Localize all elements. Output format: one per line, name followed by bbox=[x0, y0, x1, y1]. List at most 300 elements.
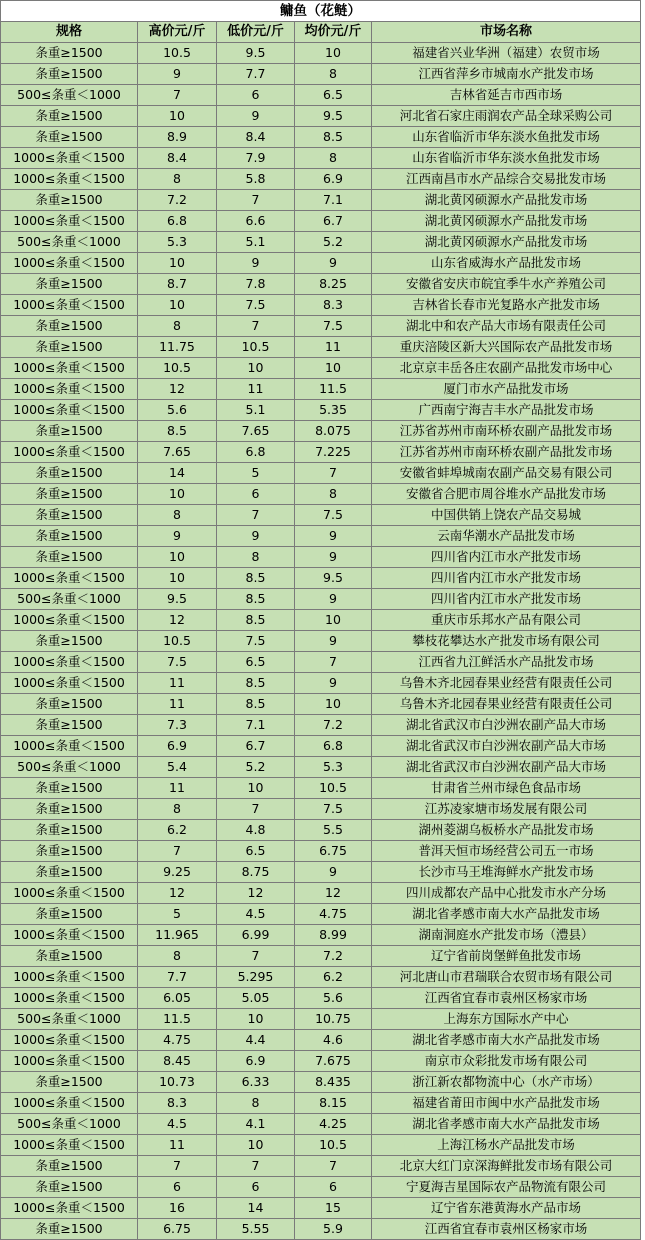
cell-low-price: 7 bbox=[217, 946, 295, 967]
cell-spec: 1000≤条重＜1500 bbox=[1, 358, 138, 379]
cell-low-price: 9 bbox=[217, 253, 295, 274]
cell-spec: 条重≥1500 bbox=[1, 1219, 138, 1240]
table-row bbox=[1, 337, 641, 358]
cell-low-price: 8.75 bbox=[217, 862, 295, 883]
cell-low-price: 9 bbox=[217, 106, 295, 127]
cell-spec: 条重≥1500 bbox=[1, 526, 138, 547]
table-row bbox=[1, 43, 641, 64]
cell-spec: 条重≥1500 bbox=[1, 715, 138, 736]
cell-spec: 条重≥1500 bbox=[1, 316, 138, 337]
table-row bbox=[1, 1177, 641, 1198]
cell-market: 重庆市乐邦水产品有限公司 bbox=[372, 610, 641, 631]
table-row bbox=[1, 232, 641, 253]
cell-high-price: 8 bbox=[138, 169, 217, 190]
cell-market: 江苏省苏州市南环桥农副产品批发市场 bbox=[372, 421, 641, 442]
cell-spec: 1000≤条重＜1500 bbox=[1, 379, 138, 400]
cell-low-price: 7.8 bbox=[217, 274, 295, 295]
cell-spec: 1000≤条重＜1500 bbox=[1, 967, 138, 988]
cell-market: 乌鲁木齐北园春果业经营有限责任公司 bbox=[372, 694, 641, 715]
cell-high-price: 11 bbox=[138, 778, 217, 799]
cell-market: 云南华潮水产品批发市场 bbox=[372, 526, 641, 547]
cell-market: 四川省内江市水产批发市场 bbox=[372, 568, 641, 589]
cell-market: 湖北省武汉市白沙洲农副产品大市场 bbox=[372, 757, 641, 778]
cell-high-price: 4.75 bbox=[138, 1030, 217, 1051]
cell-high-price: 12 bbox=[138, 883, 217, 904]
table-row bbox=[1, 862, 641, 883]
cell-low-price: 7 bbox=[217, 799, 295, 820]
cell-avg-price: 6.5 bbox=[295, 85, 372, 106]
cell-low-price: 4.5 bbox=[217, 904, 295, 925]
cell-high-price: 7.7 bbox=[138, 967, 217, 988]
cell-low-price: 6 bbox=[217, 484, 295, 505]
table-row bbox=[1, 463, 641, 484]
cell-avg-price: 10 bbox=[295, 610, 372, 631]
cell-high-price: 14 bbox=[138, 463, 217, 484]
cell-high-price: 16 bbox=[138, 1198, 217, 1219]
cell-low-price: 8 bbox=[217, 1093, 295, 1114]
cell-market: 辽宁省东港黄海水产品市场 bbox=[372, 1198, 641, 1219]
cell-high-price: 7 bbox=[138, 1156, 217, 1177]
cell-spec: 条重≥1500 bbox=[1, 631, 138, 652]
cell-high-price: 7.2 bbox=[138, 190, 217, 211]
cell-market: 浙江新农都物流中心（水产市场） bbox=[372, 1072, 641, 1093]
cell-spec: 1000≤条重＜1500 bbox=[1, 442, 138, 463]
cell-low-price: 7 bbox=[217, 190, 295, 211]
cell-spec: 1000≤条重＜1500 bbox=[1, 1030, 138, 1051]
table-row bbox=[1, 757, 641, 778]
table-row bbox=[1, 1135, 641, 1156]
cell-low-price: 6.5 bbox=[217, 652, 295, 673]
cell-low-price: 6 bbox=[217, 85, 295, 106]
table-row bbox=[1, 274, 641, 295]
cell-avg-price: 10.75 bbox=[295, 1009, 372, 1030]
table-row bbox=[1, 946, 641, 967]
header-low-price: 低价元/斤 bbox=[217, 22, 295, 43]
cell-spec: 条重≥1500 bbox=[1, 1156, 138, 1177]
header-market: 市场名称 bbox=[372, 22, 641, 43]
cell-low-price: 6.7 bbox=[217, 736, 295, 757]
cell-spec: 条重≥1500 bbox=[1, 190, 138, 211]
table-row bbox=[1, 253, 641, 274]
table-row bbox=[1, 1114, 641, 1135]
cell-high-price: 6.9 bbox=[138, 736, 217, 757]
table-row bbox=[1, 1072, 641, 1093]
cell-market: 普洱天恒市场经营公司五一市场 bbox=[372, 841, 641, 862]
table-row bbox=[1, 988, 641, 1009]
table-row bbox=[1, 610, 641, 631]
cell-spec: 1000≤条重＜1500 bbox=[1, 568, 138, 589]
cell-low-price: 9.5 bbox=[217, 43, 295, 64]
cell-low-price: 7.1 bbox=[217, 715, 295, 736]
cell-low-price: 11 bbox=[217, 379, 295, 400]
cell-low-price: 6.8 bbox=[217, 442, 295, 463]
cell-low-price: 8.5 bbox=[217, 610, 295, 631]
table-row bbox=[1, 1219, 641, 1240]
cell-spec: 条重≥1500 bbox=[1, 484, 138, 505]
cell-low-price: 12 bbox=[217, 883, 295, 904]
cell-low-price: 14 bbox=[217, 1198, 295, 1219]
cell-high-price: 10 bbox=[138, 295, 217, 316]
cell-avg-price: 5.3 bbox=[295, 757, 372, 778]
cell-spec: 1000≤条重＜1500 bbox=[1, 169, 138, 190]
cell-spec: 条重≥1500 bbox=[1, 64, 138, 85]
cell-market: 甘肃省兰州市绿色食品市场 bbox=[372, 778, 641, 799]
header-row bbox=[1, 22, 641, 43]
cell-avg-price: 9 bbox=[295, 526, 372, 547]
cell-avg-price: 8.075 bbox=[295, 421, 372, 442]
table-body bbox=[1, 43, 641, 1240]
cell-spec: 500≤条重＜1000 bbox=[1, 1009, 138, 1030]
cell-market: 福建省兴业华洲（福建）农贸市场 bbox=[372, 43, 641, 64]
cell-avg-price: 7.5 bbox=[295, 316, 372, 337]
cell-market: 四川成都农产品中心批发市水产分场 bbox=[372, 883, 641, 904]
cell-high-price: 10.5 bbox=[138, 358, 217, 379]
cell-high-price: 8 bbox=[138, 316, 217, 337]
cell-low-price: 8 bbox=[217, 547, 295, 568]
cell-high-price: 6.75 bbox=[138, 1219, 217, 1240]
cell-spec: 1000≤条重＜1500 bbox=[1, 253, 138, 274]
cell-market: 湖北黄冈硕源水产品批发市场 bbox=[372, 232, 641, 253]
cell-avg-price: 5.35 bbox=[295, 400, 372, 421]
cell-market: 山东省临沂市华东淡水鱼批发市场 bbox=[372, 148, 641, 169]
cell-avg-price: 8.5 bbox=[295, 127, 372, 148]
cell-avg-price: 8.25 bbox=[295, 274, 372, 295]
table-row bbox=[1, 883, 641, 904]
cell-low-price: 9 bbox=[217, 526, 295, 547]
cell-low-price: 5.2 bbox=[217, 757, 295, 778]
cell-market: 吉林省长春市光复路水产批发市场 bbox=[372, 295, 641, 316]
cell-avg-price: 4.6 bbox=[295, 1030, 372, 1051]
cell-low-price: 8.5 bbox=[217, 673, 295, 694]
cell-market: 宁夏海吉星国际农产品物流有限公司 bbox=[372, 1177, 641, 1198]
cell-market: 上海江杨水产品批发市场 bbox=[372, 1135, 641, 1156]
cell-high-price: 8.45 bbox=[138, 1051, 217, 1072]
cell-avg-price: 10 bbox=[295, 694, 372, 715]
cell-low-price: 4.1 bbox=[217, 1114, 295, 1135]
cell-spec: 1000≤条重＜1500 bbox=[1, 673, 138, 694]
cell-avg-price: 9 bbox=[295, 589, 372, 610]
table-row bbox=[1, 358, 641, 379]
cell-avg-price: 6.75 bbox=[295, 841, 372, 862]
cell-avg-price: 9.5 bbox=[295, 568, 372, 589]
cell-low-price: 4.4 bbox=[217, 1030, 295, 1051]
cell-spec: 条重≥1500 bbox=[1, 799, 138, 820]
table-row bbox=[1, 484, 641, 505]
cell-high-price: 10.5 bbox=[138, 43, 217, 64]
cell-low-price: 7 bbox=[217, 1156, 295, 1177]
cell-low-price: 4.8 bbox=[217, 820, 295, 841]
cell-spec: 条重≥1500 bbox=[1, 862, 138, 883]
cell-high-price: 12 bbox=[138, 610, 217, 631]
cell-market: 江苏凌家塘市场发展有限公司 bbox=[372, 799, 641, 820]
table-row bbox=[1, 148, 641, 169]
cell-market: 北京京丰岳各庄农副产品批发市场中心 bbox=[372, 358, 641, 379]
cell-low-price: 7 bbox=[217, 505, 295, 526]
cell-market: 江西省萍乡市城南水产批发市场 bbox=[372, 64, 641, 85]
cell-avg-price: 9 bbox=[295, 253, 372, 274]
cell-market: 攀枝花攀达水产批发市场有限公司 bbox=[372, 631, 641, 652]
cell-high-price: 9.25 bbox=[138, 862, 217, 883]
cell-high-price: 7.5 bbox=[138, 652, 217, 673]
cell-spec: 条重≥1500 bbox=[1, 694, 138, 715]
cell-avg-price: 6.9 bbox=[295, 169, 372, 190]
cell-market: 四川省内江市水产批发市场 bbox=[372, 547, 641, 568]
cell-avg-price: 6.2 bbox=[295, 967, 372, 988]
cell-market: 福建省莆田市闽中水产品批发市场 bbox=[372, 1093, 641, 1114]
cell-avg-price: 7.675 bbox=[295, 1051, 372, 1072]
cell-avg-price: 9 bbox=[295, 547, 372, 568]
cell-avg-price: 10 bbox=[295, 43, 372, 64]
cell-spec: 条重≥1500 bbox=[1, 841, 138, 862]
cell-avg-price: 8.435 bbox=[295, 1072, 372, 1093]
cell-low-price: 5.1 bbox=[217, 232, 295, 253]
cell-high-price: 7.65 bbox=[138, 442, 217, 463]
cell-spec: 1000≤条重＜1500 bbox=[1, 1051, 138, 1072]
cell-avg-price: 7.1 bbox=[295, 190, 372, 211]
cell-spec: 1000≤条重＜1500 bbox=[1, 1135, 138, 1156]
cell-avg-price: 8.15 bbox=[295, 1093, 372, 1114]
cell-spec: 500≤条重＜1000 bbox=[1, 757, 138, 778]
cell-market: 湖北省孝感市南大水产品批发市场 bbox=[372, 904, 641, 925]
table-title: 鳙鱼（花鲢） bbox=[1, 1, 641, 22]
cell-avg-price: 11.5 bbox=[295, 379, 372, 400]
cell-avg-price: 7 bbox=[295, 652, 372, 673]
cell-market: 中国供销上饶农产品交易城 bbox=[372, 505, 641, 526]
table-row bbox=[1, 652, 641, 673]
table-row bbox=[1, 694, 641, 715]
cell-market: 江西省九江鲜活水产品批发市场 bbox=[372, 652, 641, 673]
cell-high-price: 7 bbox=[138, 841, 217, 862]
cell-avg-price: 7 bbox=[295, 1156, 372, 1177]
cell-high-price: 10 bbox=[138, 568, 217, 589]
table-row bbox=[1, 211, 641, 232]
cell-avg-price: 9.5 bbox=[295, 106, 372, 127]
table-row bbox=[1, 190, 641, 211]
cell-avg-price: 8 bbox=[295, 484, 372, 505]
cell-low-price: 6.33 bbox=[217, 1072, 295, 1093]
cell-market: 上海东方国际水产中心 bbox=[372, 1009, 641, 1030]
table-row bbox=[1, 127, 641, 148]
table-row bbox=[1, 799, 641, 820]
cell-high-price: 11.5 bbox=[138, 1009, 217, 1030]
cell-low-price: 8.5 bbox=[217, 568, 295, 589]
cell-avg-price: 5.2 bbox=[295, 232, 372, 253]
cell-high-price: 10.73 bbox=[138, 1072, 217, 1093]
table-row bbox=[1, 295, 641, 316]
cell-high-price: 10 bbox=[138, 106, 217, 127]
table-row bbox=[1, 589, 641, 610]
cell-high-price: 7 bbox=[138, 85, 217, 106]
cell-avg-price: 8 bbox=[295, 64, 372, 85]
cell-market: 厦门市水产品批发市场 bbox=[372, 379, 641, 400]
table-row bbox=[1, 106, 641, 127]
table-row bbox=[1, 526, 641, 547]
cell-low-price: 6 bbox=[217, 1177, 295, 1198]
cell-avg-price: 6.7 bbox=[295, 211, 372, 232]
table-row bbox=[1, 85, 641, 106]
cell-low-price: 6.6 bbox=[217, 211, 295, 232]
cell-low-price: 10 bbox=[217, 1009, 295, 1030]
cell-market: 湖北省孝感市南大水产品批发市场 bbox=[372, 1114, 641, 1135]
cell-high-price: 6.8 bbox=[138, 211, 217, 232]
cell-low-price: 7.9 bbox=[217, 148, 295, 169]
header-avg-price: 均价元/斤 bbox=[295, 22, 372, 43]
cell-low-price: 10 bbox=[217, 1135, 295, 1156]
table-row bbox=[1, 967, 641, 988]
cell-avg-price: 8 bbox=[295, 148, 372, 169]
cell-avg-price: 7.225 bbox=[295, 442, 372, 463]
cell-high-price: 11 bbox=[138, 694, 217, 715]
cell-market: 河北唐山市君瑞联合农贸市场有限公司 bbox=[372, 967, 641, 988]
cell-market: 辽宁省前岗堡鲜鱼批发市场 bbox=[372, 946, 641, 967]
cell-spec: 条重≥1500 bbox=[1, 106, 138, 127]
table-row bbox=[1, 715, 641, 736]
cell-avg-price: 4.25 bbox=[295, 1114, 372, 1135]
cell-high-price: 12 bbox=[138, 379, 217, 400]
cell-spec: 条重≥1500 bbox=[1, 547, 138, 568]
cell-spec: 1000≤条重＜1500 bbox=[1, 295, 138, 316]
table-row bbox=[1, 547, 641, 568]
header-high-price: 高价元/斤 bbox=[138, 22, 217, 43]
table-row bbox=[1, 925, 641, 946]
cell-spec: 条重≥1500 bbox=[1, 274, 138, 295]
cell-high-price: 10 bbox=[138, 547, 217, 568]
cell-spec: 1000≤条重＜1500 bbox=[1, 925, 138, 946]
cell-avg-price: 12 bbox=[295, 883, 372, 904]
table-row bbox=[1, 568, 641, 589]
cell-market: 安徽省合肥市周谷堆水产品批发市场 bbox=[372, 484, 641, 505]
cell-market: 湖北省武汉市白沙洲农副产品大市场 bbox=[372, 736, 641, 757]
table-row bbox=[1, 841, 641, 862]
cell-market: 广西南宁海吉丰水产品批发市场 bbox=[372, 400, 641, 421]
cell-spec: 1000≤条重＜1500 bbox=[1, 211, 138, 232]
cell-low-price: 5.8 bbox=[217, 169, 295, 190]
cell-high-price: 10 bbox=[138, 253, 217, 274]
cell-high-price: 8 bbox=[138, 505, 217, 526]
cell-avg-price: 5.6 bbox=[295, 988, 372, 1009]
cell-low-price: 10 bbox=[217, 358, 295, 379]
cell-avg-price: 7.5 bbox=[295, 799, 372, 820]
cell-high-price: 11 bbox=[138, 673, 217, 694]
cell-high-price: 5.6 bbox=[138, 400, 217, 421]
cell-market: 安徽省安庆市皖宜季牛水产养殖公司 bbox=[372, 274, 641, 295]
cell-avg-price: 10 bbox=[295, 358, 372, 379]
table-row bbox=[1, 400, 641, 421]
cell-low-price: 10.5 bbox=[217, 337, 295, 358]
table-row bbox=[1, 631, 641, 652]
table-row bbox=[1, 169, 641, 190]
cell-low-price: 6.5 bbox=[217, 841, 295, 862]
cell-spec: 条重≥1500 bbox=[1, 505, 138, 526]
cell-high-price: 8.5 bbox=[138, 421, 217, 442]
cell-avg-price: 9 bbox=[295, 673, 372, 694]
table-row bbox=[1, 64, 641, 85]
cell-avg-price: 7.5 bbox=[295, 505, 372, 526]
cell-high-price: 5.4 bbox=[138, 757, 217, 778]
cell-low-price: 7 bbox=[217, 316, 295, 337]
cell-market: 湖北省武汉市白沙洲农副产品大市场 bbox=[372, 715, 641, 736]
cell-market: 湖北省孝感市南大水产品批发市场 bbox=[372, 1030, 641, 1051]
cell-market: 湖北黄冈硕源水产品批发市场 bbox=[372, 190, 641, 211]
cell-spec: 条重≥1500 bbox=[1, 778, 138, 799]
cell-spec: 1000≤条重＜1500 bbox=[1, 736, 138, 757]
cell-avg-price: 15 bbox=[295, 1198, 372, 1219]
cell-spec: 500≤条重＜1000 bbox=[1, 85, 138, 106]
table-row bbox=[1, 442, 641, 463]
cell-market: 江西省宜春市袁州区杨家市场 bbox=[372, 1219, 641, 1240]
table-row bbox=[1, 1030, 641, 1051]
cell-spec: 500≤条重＜1000 bbox=[1, 589, 138, 610]
cell-market: 江苏省苏州市南环桥农副产品批发市场 bbox=[372, 442, 641, 463]
cell-avg-price: 5.5 bbox=[295, 820, 372, 841]
cell-high-price: 8.3 bbox=[138, 1093, 217, 1114]
cell-avg-price: 4.75 bbox=[295, 904, 372, 925]
cell-spec: 1000≤条重＜1500 bbox=[1, 883, 138, 904]
cell-market: 重庆涪陵区新大兴国际农产品批发市场 bbox=[372, 337, 641, 358]
cell-market: 湖北黄冈硕源水产品批发市场 bbox=[372, 211, 641, 232]
cell-spec: 500≤条重＜1000 bbox=[1, 1114, 138, 1135]
cell-high-price: 5 bbox=[138, 904, 217, 925]
cell-spec: 1000≤条重＜1500 bbox=[1, 148, 138, 169]
cell-spec: 1000≤条重＜1500 bbox=[1, 400, 138, 421]
cell-high-price: 11 bbox=[138, 1135, 217, 1156]
cell-spec: 500≤条重＜1000 bbox=[1, 232, 138, 253]
cell-low-price: 5.1 bbox=[217, 400, 295, 421]
cell-low-price: 8.4 bbox=[217, 127, 295, 148]
cell-high-price: 4.5 bbox=[138, 1114, 217, 1135]
cell-market: 山东省临沂市华东淡水鱼批发市场 bbox=[372, 127, 641, 148]
cell-high-price: 10.5 bbox=[138, 631, 217, 652]
cell-high-price: 9.5 bbox=[138, 589, 217, 610]
cell-avg-price: 7 bbox=[295, 463, 372, 484]
cell-spec: 1000≤条重＜1500 bbox=[1, 1093, 138, 1114]
cell-avg-price: 9 bbox=[295, 862, 372, 883]
cell-high-price: 11.965 bbox=[138, 925, 217, 946]
cell-avg-price: 7.2 bbox=[295, 946, 372, 967]
table-row bbox=[1, 736, 641, 757]
cell-avg-price: 6.8 bbox=[295, 736, 372, 757]
cell-high-price: 6 bbox=[138, 1177, 217, 1198]
cell-high-price: 8 bbox=[138, 946, 217, 967]
cell-spec: 1000≤条重＜1500 bbox=[1, 610, 138, 631]
cell-spec: 条重≥1500 bbox=[1, 337, 138, 358]
cell-high-price: 6.05 bbox=[138, 988, 217, 1009]
cell-spec: 条重≥1500 bbox=[1, 421, 138, 442]
cell-market: 河北省石家庄雨润农产品全球采购公司 bbox=[372, 106, 641, 127]
cell-high-price: 11.75 bbox=[138, 337, 217, 358]
cell-low-price: 7.5 bbox=[217, 631, 295, 652]
cell-avg-price: 8.99 bbox=[295, 925, 372, 946]
cell-avg-price: 11 bbox=[295, 337, 372, 358]
cell-market: 湖州菱湖乌板桥水产品批发市场 bbox=[372, 820, 641, 841]
cell-high-price: 6.2 bbox=[138, 820, 217, 841]
cell-high-price: 5.3 bbox=[138, 232, 217, 253]
table-row bbox=[1, 778, 641, 799]
cell-spec: 条重≥1500 bbox=[1, 820, 138, 841]
cell-low-price: 5.295 bbox=[217, 967, 295, 988]
cell-avg-price: 5.9 bbox=[295, 1219, 372, 1240]
table-row bbox=[1, 1156, 641, 1177]
cell-spec: 条重≥1500 bbox=[1, 463, 138, 484]
table-row bbox=[1, 1051, 641, 1072]
table-row bbox=[1, 316, 641, 337]
cell-low-price: 6.9 bbox=[217, 1051, 295, 1072]
cell-spec: 条重≥1500 bbox=[1, 43, 138, 64]
cell-market: 湖北中和农产品大市场有限责任公司 bbox=[372, 316, 641, 337]
cell-low-price: 7.7 bbox=[217, 64, 295, 85]
cell-market: 安徽省蚌埠城南农副产品交易有限公司 bbox=[372, 463, 641, 484]
cell-low-price: 8.5 bbox=[217, 694, 295, 715]
